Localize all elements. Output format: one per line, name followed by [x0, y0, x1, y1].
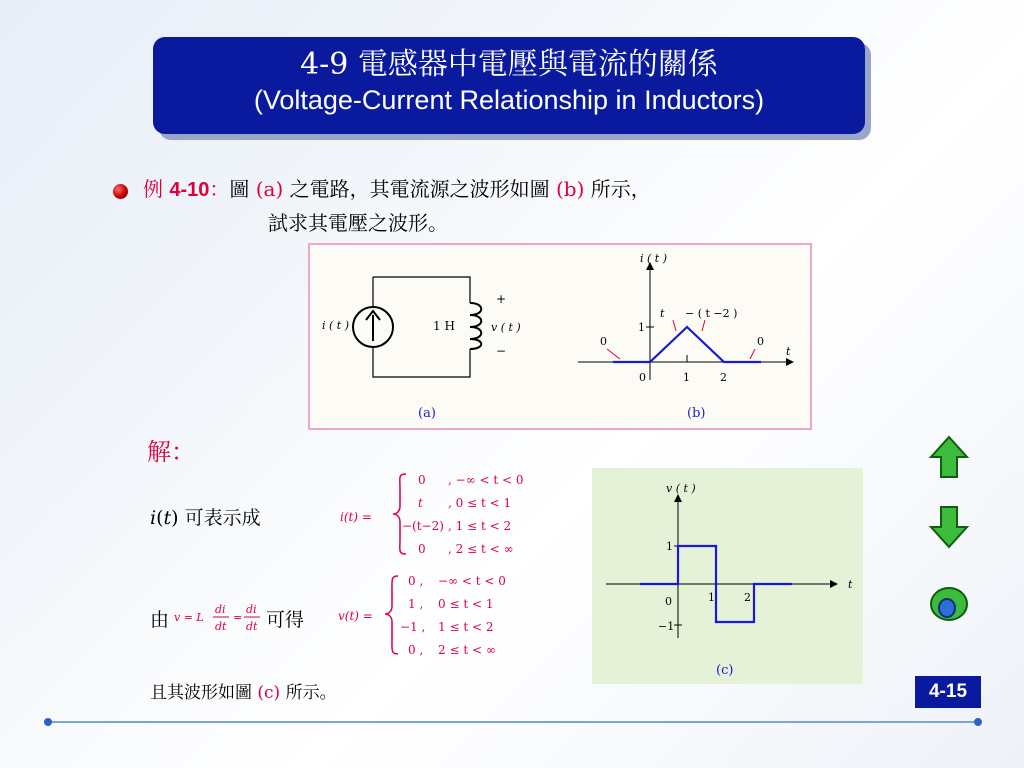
vt-case-0-value: 0 , [408, 574, 424, 588]
circuit-diagram [353, 277, 481, 377]
solution-label: 解： [147, 438, 195, 466]
waveform-b-pointer-rise [673, 320, 676, 331]
derivation-statement [150, 605, 169, 632]
it-equation [338, 468, 558, 560]
it-case-3-cond: , 2 ≤ t < ∞ [448, 542, 514, 556]
waveform-c-series-line [640, 546, 792, 622]
vt-case-1-cond: 0 ≤ t < 1 [438, 597, 494, 611]
it-brace-icon [393, 474, 406, 554]
it-text: 可表示成 [184, 507, 261, 529]
final-statement [150, 678, 337, 703]
it-case-2-value: −(t−2) [402, 519, 444, 533]
derive-suffix: 可得 [266, 609, 305, 631]
waveform-c-xlabel: t [848, 578, 853, 591]
it-case-1-cond: , 0 ≤ t < 1 [448, 496, 512, 510]
formula-num1: di [215, 603, 226, 616]
circuit-wire-top [373, 277, 470, 303]
formula-den2: dt [246, 620, 258, 633]
it-case-0-value: 0 [418, 473, 426, 487]
minus-label: − [496, 344, 507, 358]
it-case-2-cond: , 1 ≤ t < 2 [448, 519, 512, 533]
example-text-a: 圖 [229, 177, 250, 201]
final-text-1: 且其波形如圖 [150, 683, 252, 703]
plus-label: + [496, 292, 507, 306]
inductor-label: 1 H [433, 319, 455, 333]
slide-title-chinese: 4-9 電感器中電壓與電流的關係 [300, 47, 718, 82]
circuit-wire-bottom [373, 347, 470, 377]
example-prefix: 例 [143, 177, 163, 201]
vt-case-1-value: 1 , [408, 597, 424, 611]
figure-ab-panel [308, 243, 812, 430]
inductor-coil-icon [470, 303, 481, 349]
example-text-c: 所示， [590, 177, 651, 201]
figure-ab-svg [310, 245, 810, 428]
waveform-c-y-tick-label-1: 1 [666, 540, 673, 553]
waveform-c-x-tick-label-2: 2 [744, 591, 751, 604]
waveform-b [578, 262, 794, 380]
nav-up-button[interactable] [927, 435, 971, 479]
it-eq-lhs: i(t) = [340, 510, 372, 524]
nav-down-button[interactable] [927, 505, 971, 549]
waveform-b-pointer-left [607, 349, 620, 359]
waveform-b-x-arrow-icon [786, 358, 794, 366]
caption-b: (b) [687, 406, 706, 421]
nav-return-button[interactable] [927, 582, 971, 626]
formula-eq: = [233, 611, 243, 624]
waveform-c-y-arrow-icon [674, 494, 682, 502]
formula-num2: di [246, 603, 257, 616]
waveform-b-xlabel: t [786, 345, 791, 358]
it-case-0-cond: , −∞ < t < 0 [448, 473, 524, 487]
vt-equation [336, 570, 536, 662]
waveform-c-x-arrow-icon [830, 580, 838, 588]
derive-prefix: 由 [150, 609, 170, 631]
waveform-b-label-zero-left: 0 [600, 335, 607, 348]
waveform-b-x-tick-label-0: 0 [639, 371, 646, 384]
example-number: 4-10 [169, 179, 210, 201]
it-case-1-value: t [418, 496, 423, 510]
voltage-label: v ( t ) [491, 321, 521, 334]
final-text-2: 所示。 [285, 683, 337, 703]
vt-case-3-value: 0 , [408, 643, 424, 657]
waveform-b-y-tick-label: 1 [638, 321, 645, 334]
waveform-b-x-tick-label-1: 1 [683, 371, 690, 384]
waveform-b-pointer-fall [702, 320, 705, 331]
slide-title-english: (Voltage-Current Relationship in Inductors) [253, 85, 765, 115]
caption-a: (a) [418, 406, 436, 421]
waveform-c-x-tick-label-0: 0 [665, 595, 672, 608]
example-fig-b: (b) [556, 177, 585, 201]
derivative-formula [172, 600, 264, 636]
waveform-c-ylabel: v ( t ) [666, 482, 696, 495]
caption-c: (c) [716, 663, 734, 678]
it-var: i [150, 507, 157, 529]
bullet-icon [113, 184, 128, 199]
example-fig-a: (a) [255, 177, 284, 201]
example-statement-line2: 試求其電壓之波形。 [268, 211, 448, 235]
slide-title-box [153, 37, 865, 134]
page-number-badge: 4-15 [915, 676, 981, 708]
vt-case-3-cond: 2 ≤ t < ∞ [438, 643, 496, 657]
vt-brace-icon [385, 576, 398, 654]
example-text-b: 之電路，其電流源之波形如圖 [289, 177, 550, 201]
example-statement [143, 174, 651, 205]
waveform-b-pointer-right [750, 349, 755, 359]
it-paren-open: ( [156, 507, 164, 529]
it-t: t [163, 507, 172, 529]
footer-dot-left [44, 718, 52, 726]
it-statement [150, 503, 261, 530]
figure-c-svg [592, 468, 863, 684]
source-label: i ( t ) [322, 319, 350, 332]
return-icon-globe [939, 599, 955, 617]
it-case-3-value: 0 [418, 542, 426, 556]
waveform-b-x-tick-label-2: 2 [720, 371, 727, 384]
figure-c-panel [592, 468, 863, 684]
vt-case-2-cond: 1 ≤ t < 2 [438, 620, 494, 634]
waveform-b-label-fall: − ( t −2 ) [685, 307, 738, 320]
footer-dot-right [974, 718, 982, 726]
footer-divider [48, 721, 978, 723]
example-colon: ： [209, 177, 230, 201]
down-arrow-icon [931, 507, 967, 547]
waveform-c-x-tick-label-1: 1 [708, 591, 715, 604]
waveform-c-y-tick-label-neg1: −1 [658, 620, 675, 633]
vt-case-0-cond: −∞ < t < 0 [438, 574, 506, 588]
formula-lhs: v = L [174, 611, 204, 624]
waveform-b-label-zero-right: 0 [757, 335, 764, 348]
vt-eq-lhs: v(t) = [338, 609, 373, 623]
up-arrow-icon [931, 437, 967, 477]
waveform-b-label-rise: t [660, 307, 665, 320]
formula-den1: dt [215, 620, 227, 633]
vt-case-2-value: −1 , [400, 620, 426, 634]
it-paren-close: ) [171, 507, 179, 529]
final-fig: (c) [257, 683, 281, 703]
waveform-b-ylabel: i ( t ) [640, 252, 668, 265]
